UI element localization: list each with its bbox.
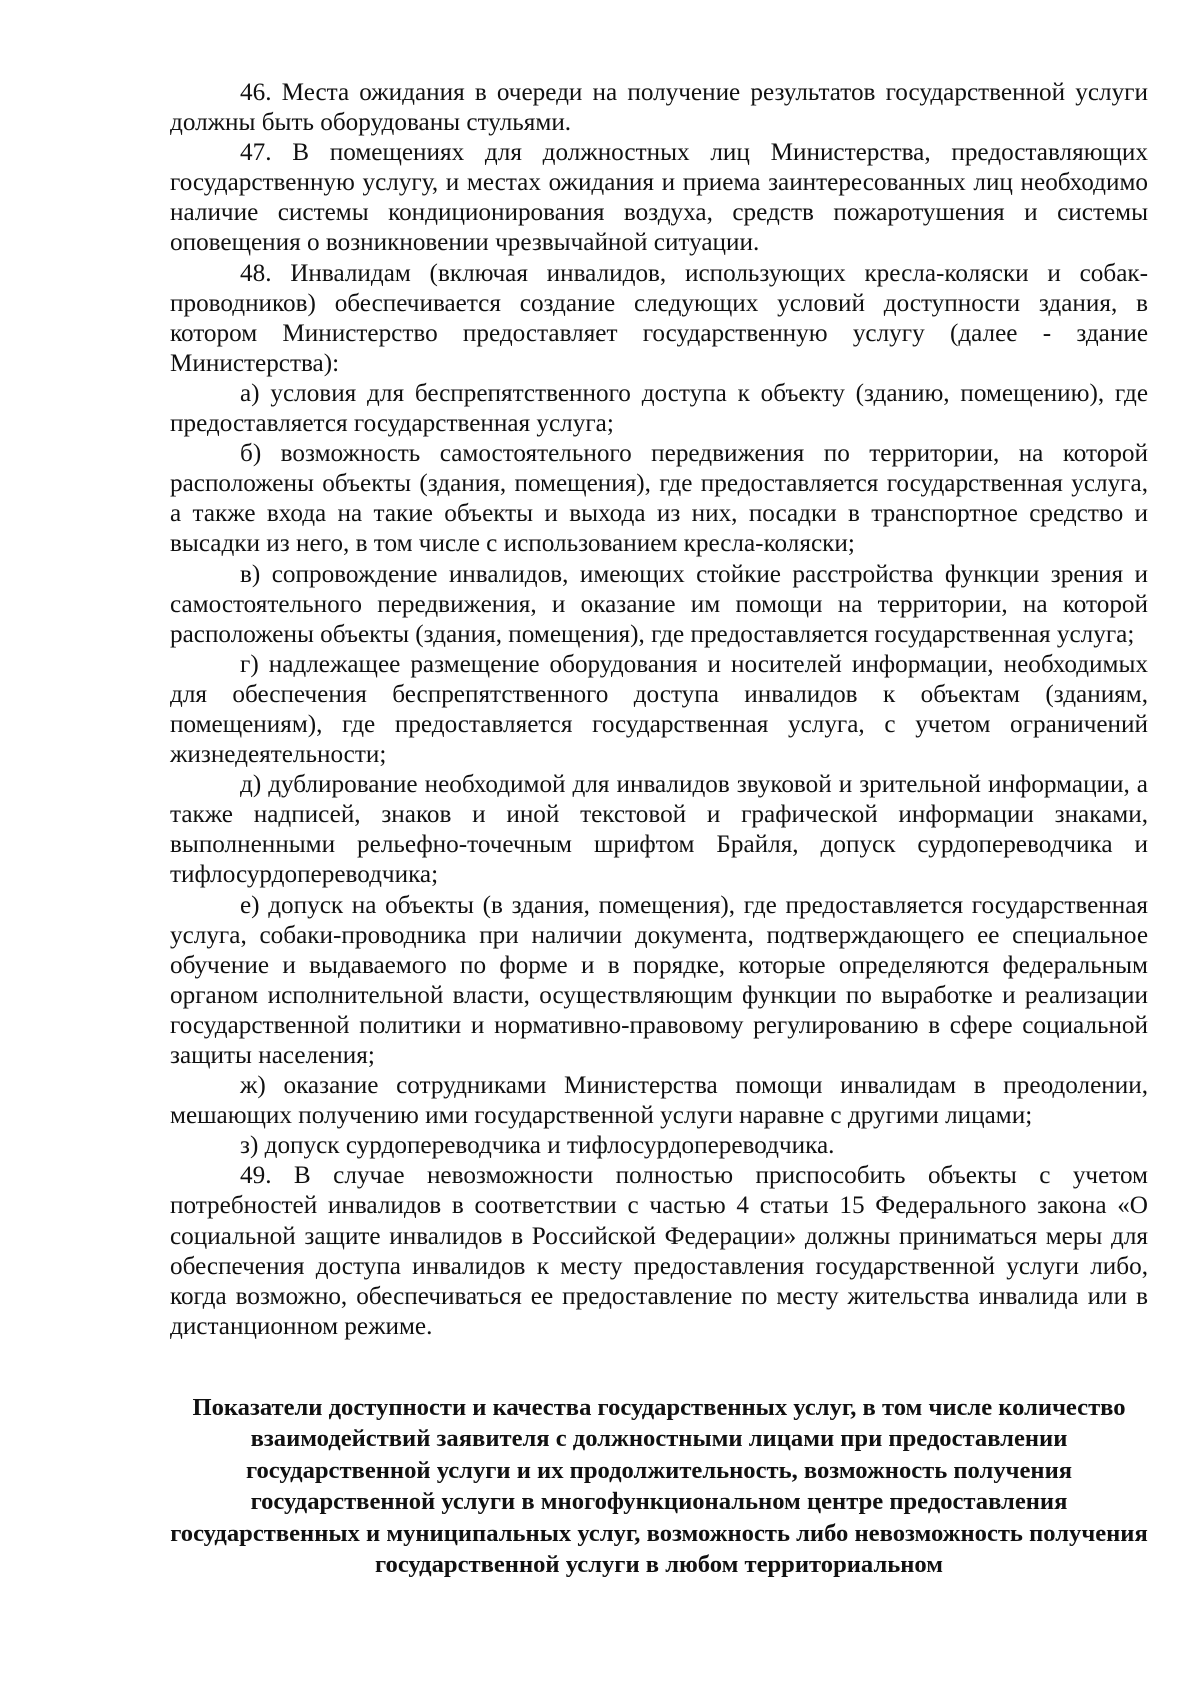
document-page <box>170 78 1148 1581</box>
paragraph-47: 47. В помещениях для должностных лиц Министерства, предоставляющих государственную услугу, и местах ожидания и приема заинтересованных лиц необходимо наличие системы кондиционирования воздуха, средств пожаротушения и системы оповещения о возникновении чрезвычайной ситуации. <box>170 139 1148 257</box>
list-item-v: в) сопровождение инвалидов, имеющих стойкие расстройства функции зрения и самостоятельного передвижения, и оказание им помощи на территории, на которой расположены объекты (здания, помещения), где предоставляется государственная услуга; <box>170 560 1148 648</box>
paragraph-46: 46. Места ожидания в очереди на получение результатов государственной услуги должны быть оборудованы стульями. <box>170 79 1148 137</box>
paragraph-48: 48. Инвалидам (включая инвалидов, использующих кресла-коляски и собак-проводников) обеспечивается создание следующих условий доступности здания, в котором Министерство предоставляет государственную услугу (далее - здание Министерства): <box>170 259 1148 377</box>
list-item-b: б) возможность самостоятельного передвижения по территории, на которой расположены объекты (здания, помещения), где предоставляется государственная услуга, а также входа на такие объекты и выхода из них, посадки в транспортное средство и высадки из него, в том числе с использованием кресла-коляски; <box>170 440 1148 558</box>
list-item-e: е) допуск на объекты (в здания, помещения), где предоставляется государственная услуга, собаки-проводника при наличии документа, подтверждающего ее специальное обучение и выдаваемого по форме и в порядке, которые определяются федеральным органом исполнительной власти, осуществляющим функции по выработке и реализации государственной политики и нормативно-правовому регулированию в сфере социальной защиты населения; <box>170 891 1148 1069</box>
paragraph-49: 49. В случае невозможности полностью приспособить объекты с учетом потребностей инвалидов в соответствии с частью 4 статьи 15 Федерального закона «О социальной защите инвалидов в Российской Федерации» должны приниматься меры для обеспечения доступа инвалидов к месту предоставления государственной услуги либо, когда возможно, обеспечиваться ее предоставление по месту жительства инвалида или в дистанционном режиме. <box>170 1162 1148 1340</box>
section-heading: Показатели доступности и качества государственных услуг, в том числе количество взаимодействий заявителя с должностными лицами при предоставлении государственной услуги и их продолжительность, возможность получения государственной услуги в многофункциональном центре предоставления государственных и муниципальных услуг, возможность либо невозможность получения государственной услуги в любом территориальном <box>170 1393 1148 1579</box>
list-item-g: г) надлежащее размещение оборудования и носителей информации, необходимых для обеспечения беспрепятственного доступа инвалидов к объектам (зданиям, помещениям), где предоставляется государственная услуга, с учетом ограничений жизнедеятельности; <box>170 650 1148 769</box>
list-item-d: д) дублирование необходимой для инвалидов звуковой и зрительной информации, а также надписей, знаков и иной текстовой и графической информации знаками, выполненными рельефно-точечным шрифтом Брайля, допуск сурдопереводчика и тифлосурдопереводчика; <box>170 771 1148 889</box>
list-item-zh: ж) оказание сотрудниками Министерства помощи инвалидам в преодолении, мешающих получению ими государственной услуги наравне с другими лицами; <box>170 1072 1148 1130</box>
list-item-a: а) условия для беспрепятственного доступа к объекту (зданию, помещению), где предоставляется государственная услуга; <box>170 379 1148 438</box>
list-item-z: з) допуск сурдопереводчика и тифлосурдопереводчика. <box>240 1132 835 1160</box>
